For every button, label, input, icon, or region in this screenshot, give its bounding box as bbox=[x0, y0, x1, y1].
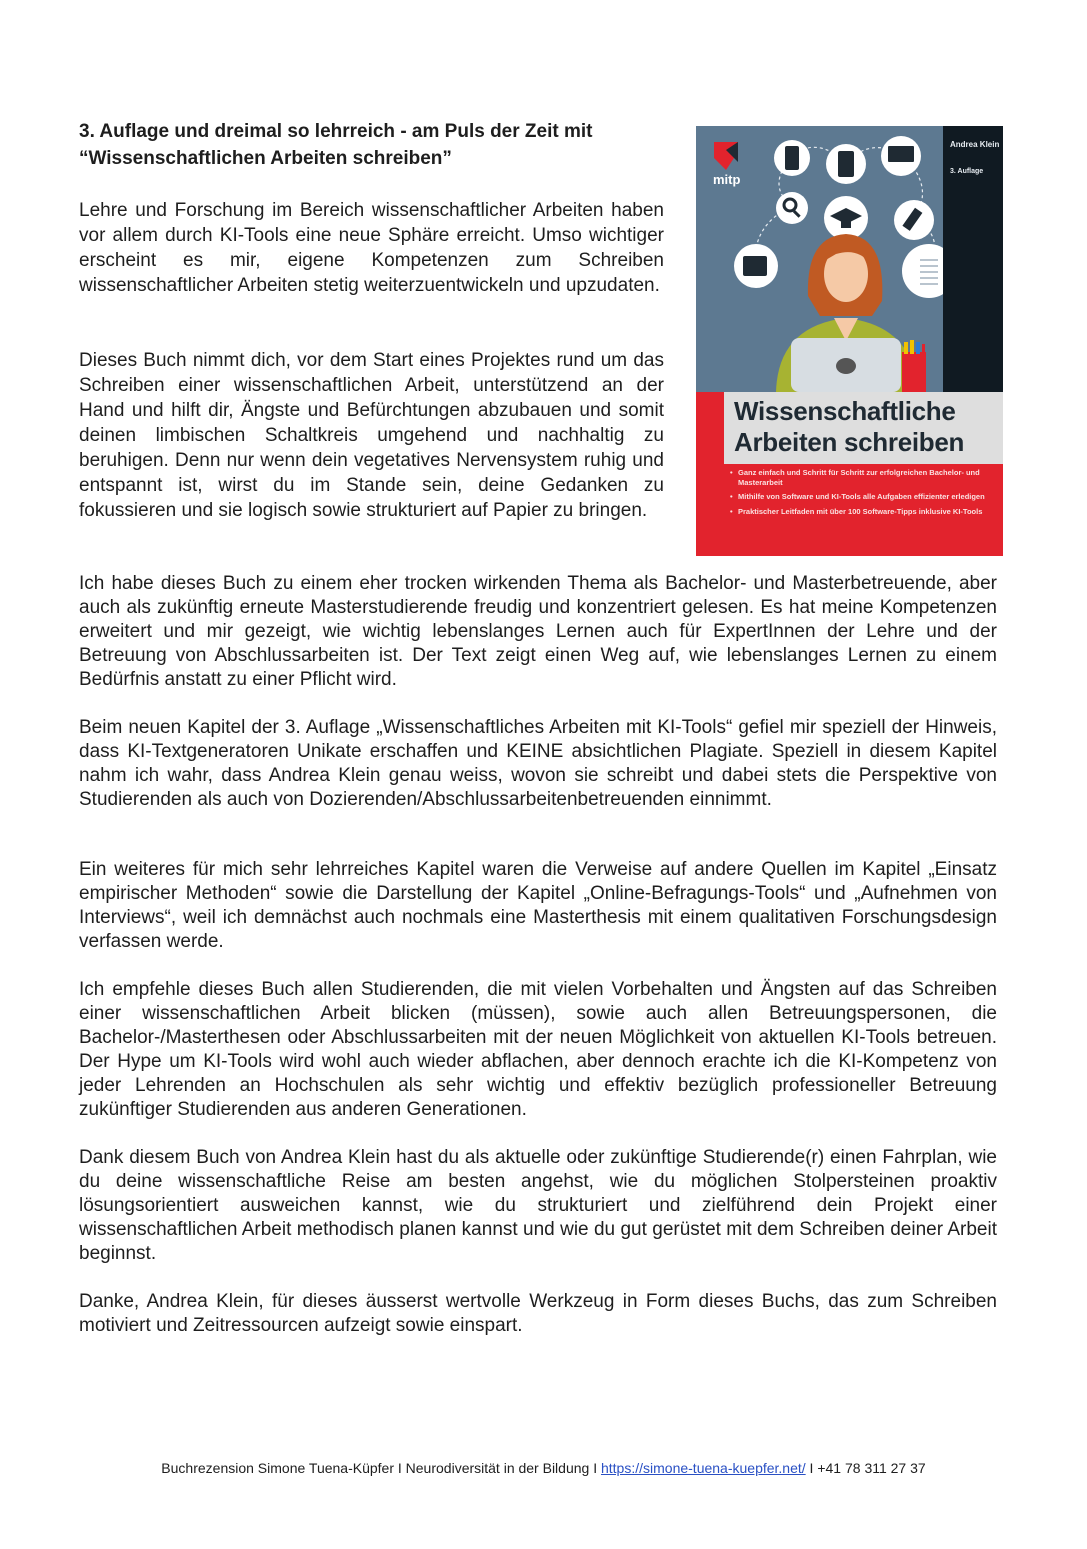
book-cover-image bbox=[696, 126, 1003, 556]
page-title-line-2: “Wissenschaftlichen Arbeiten schreiben” bbox=[79, 148, 452, 169]
paragraph-1: Lehre und Forschung im Bereich wissenschaftlicher Arbeiten haben vor allem durch KI-Tools eine neue Sphäre erreicht. Umso wichtiger erscheint es mir, eigene Kompetenzen zum Schreiben wissenschaftlicher Arbeiten stetig weiterzuentwickeln und upzudaten. bbox=[79, 200, 664, 296]
footer-text-after: I +41 78 311 27 37 bbox=[805, 1460, 926, 1476]
cover-author: Andrea Klein bbox=[950, 140, 1000, 149]
cover-bullet: • Praktischer Leitfaden mit über 100 Software-Tipps inklusive KI-Tools bbox=[730, 507, 990, 517]
paragraph-7: Dank diesem Buch von Andrea Klein hast du als aktuelle oder zukünftige Studierende(r) einen Fahrplan, wie du deine wissenschaftliche Reise am besten angehst, wie du möglichen Stolpersteinen proaktiv lösungsorientiert ausweichen kannst, wie du strukturiert und zielführend dein Projekt einer wissenschaftlichen Arbeit methodisch planen kannst und wie du gut gerüstet mit dem Schreiben deiner Arbeit beginnst. bbox=[79, 1147, 997, 1264]
cover-red-accent bbox=[696, 392, 724, 464]
page-footer bbox=[0, 1460, 1087, 1476]
paragraph-6: Ich empfehle dieses Buch allen Studierenden, die mit vielen Vorbehalten und Ängsten auf das Schreiben einer wissenschaftlichen Arbeit blicken (müssen), sowie auch allen Betreuungspersonen, die Bachelor-/Masterthesen oder Abschlussarbeiten mit der neuen Möglichkeit von aktuellen KI-Tools betreuen. Der Hype um KI-Tools wird wohl auch wieder abflachen, aber dennoch erachte ich die KI-Kompetenz von jeder Lehrenden an Hochschulen als sehr wichtig und effektiv bezüglich professioneller Betreuung zukünftiger Studierenden aus anderen Generationen. bbox=[79, 979, 997, 1120]
paragraph-2: Dieses Buch nimmt dich, vor dem Start eines Projektes rund um das Schreiben einer wissenschaftlichen Arbeit, unterstützend an der Hand und hilft dir, Ängste und Befürchtungen abzubauen und somit deinen limbischen Schaltkreis umgehend und nachhaltig zu beruhigen. Denn nur wenn dein vegetatives Nervensystem ruhig und entspannt ist, wirst du im Stande sein, deine Gedanken zu fokussieren und sie logisch sowie strukturiert auf Papier zu bringen. bbox=[79, 350, 664, 521]
cover-publisher: mitp bbox=[713, 172, 741, 187]
cover-title-line-2: Arbeiten schreiben bbox=[734, 427, 965, 457]
paragraph-3: Ich habe dieses Buch zu einem eher trocken wirkenden Thema als Bachelor- und Masterbetreuende, aber auch als zukünftig erneute Masterstudierende freudig und konzentriert gelesen. Es hat meine Kompetenzen erweitert und mir gezeigt, wie wichtig lebenslanges Lernen auch für ExpertInnen der Lehre und der Betreuung von Abschlussarbeiten ist. Der Text zeigt einen Weg auf, wie lebenslanges Lernen zu einem Bedürfnis anstatt zu einer Pflicht wird. bbox=[79, 573, 997, 690]
cover-bullet: • Mithilfe von Software und KI-Tools alle Aufgaben effizienter erledigen bbox=[730, 492, 990, 502]
paragraph-8: Danke, Andrea Klein, für dieses äusserst wertvolle Werkzeug in Form dieses Buchs, das zum Schreiben motiviert und Zeitressourcen aufzeigt sowie einspart. bbox=[79, 1291, 997, 1336]
paragraph-4: Beim neuen Kapitel der 3. Auflage „Wissenschaftliches Arbeiten mit KI-Tools“ gefiel mir speziell der Hinweis, dass KI-Textgeneratoren Unikate erschaffen und KEINE absichtlichen Plagiate. Speziell in diesem Kapitel nahm ich wahr, dass Andrea Klein genau weiss, wovon sie schreibt und dabei stets die Perspektive von Studierenden als auch von Dozierenden/Abschlussarbeitenbetreuenden einnimmt. bbox=[79, 717, 997, 810]
page-title-line-1: 3. Auflage und dreimal so lehrreich - am Puls der Zeit mit bbox=[79, 121, 593, 142]
cover-title-box bbox=[724, 392, 1003, 464]
footer-website-link[interactable]: https://simone-tuena-kuepfer.net/ bbox=[600, 1460, 806, 1476]
footer-text-before: Buchrezension Simone Tuena-Küpfer I Neurodiversität in der Bildung I bbox=[161, 1460, 601, 1476]
cover-title-line-1: Wissenschaftliche bbox=[734, 396, 956, 426]
page-title bbox=[79, 118, 679, 172]
paragraph-5: Ein weiteres für mich sehr lehrreiches Kapitel waren die Verweise auf andere Quellen im Kapitel „Einsatz empirischer Methoden“ sowie die Darstellung der Kapitel „Online-Befragungs-Tools“ und „Aufnehmen von Interviews“, weil ich demnächst auch nochmals eine Masterthesis mit einem qualitativen Forschungsdesign verfassen werde. bbox=[79, 859, 997, 952]
cover-spine bbox=[943, 126, 1003, 392]
cover-bullet-list bbox=[730, 468, 990, 521]
cover-bullet: • Ganz einfach und Schritt für Schritt zur erfolgreichen Bachelor- und Masterarbeit bbox=[730, 468, 990, 487]
cover-edition: 3. Auflage bbox=[950, 168, 984, 175]
